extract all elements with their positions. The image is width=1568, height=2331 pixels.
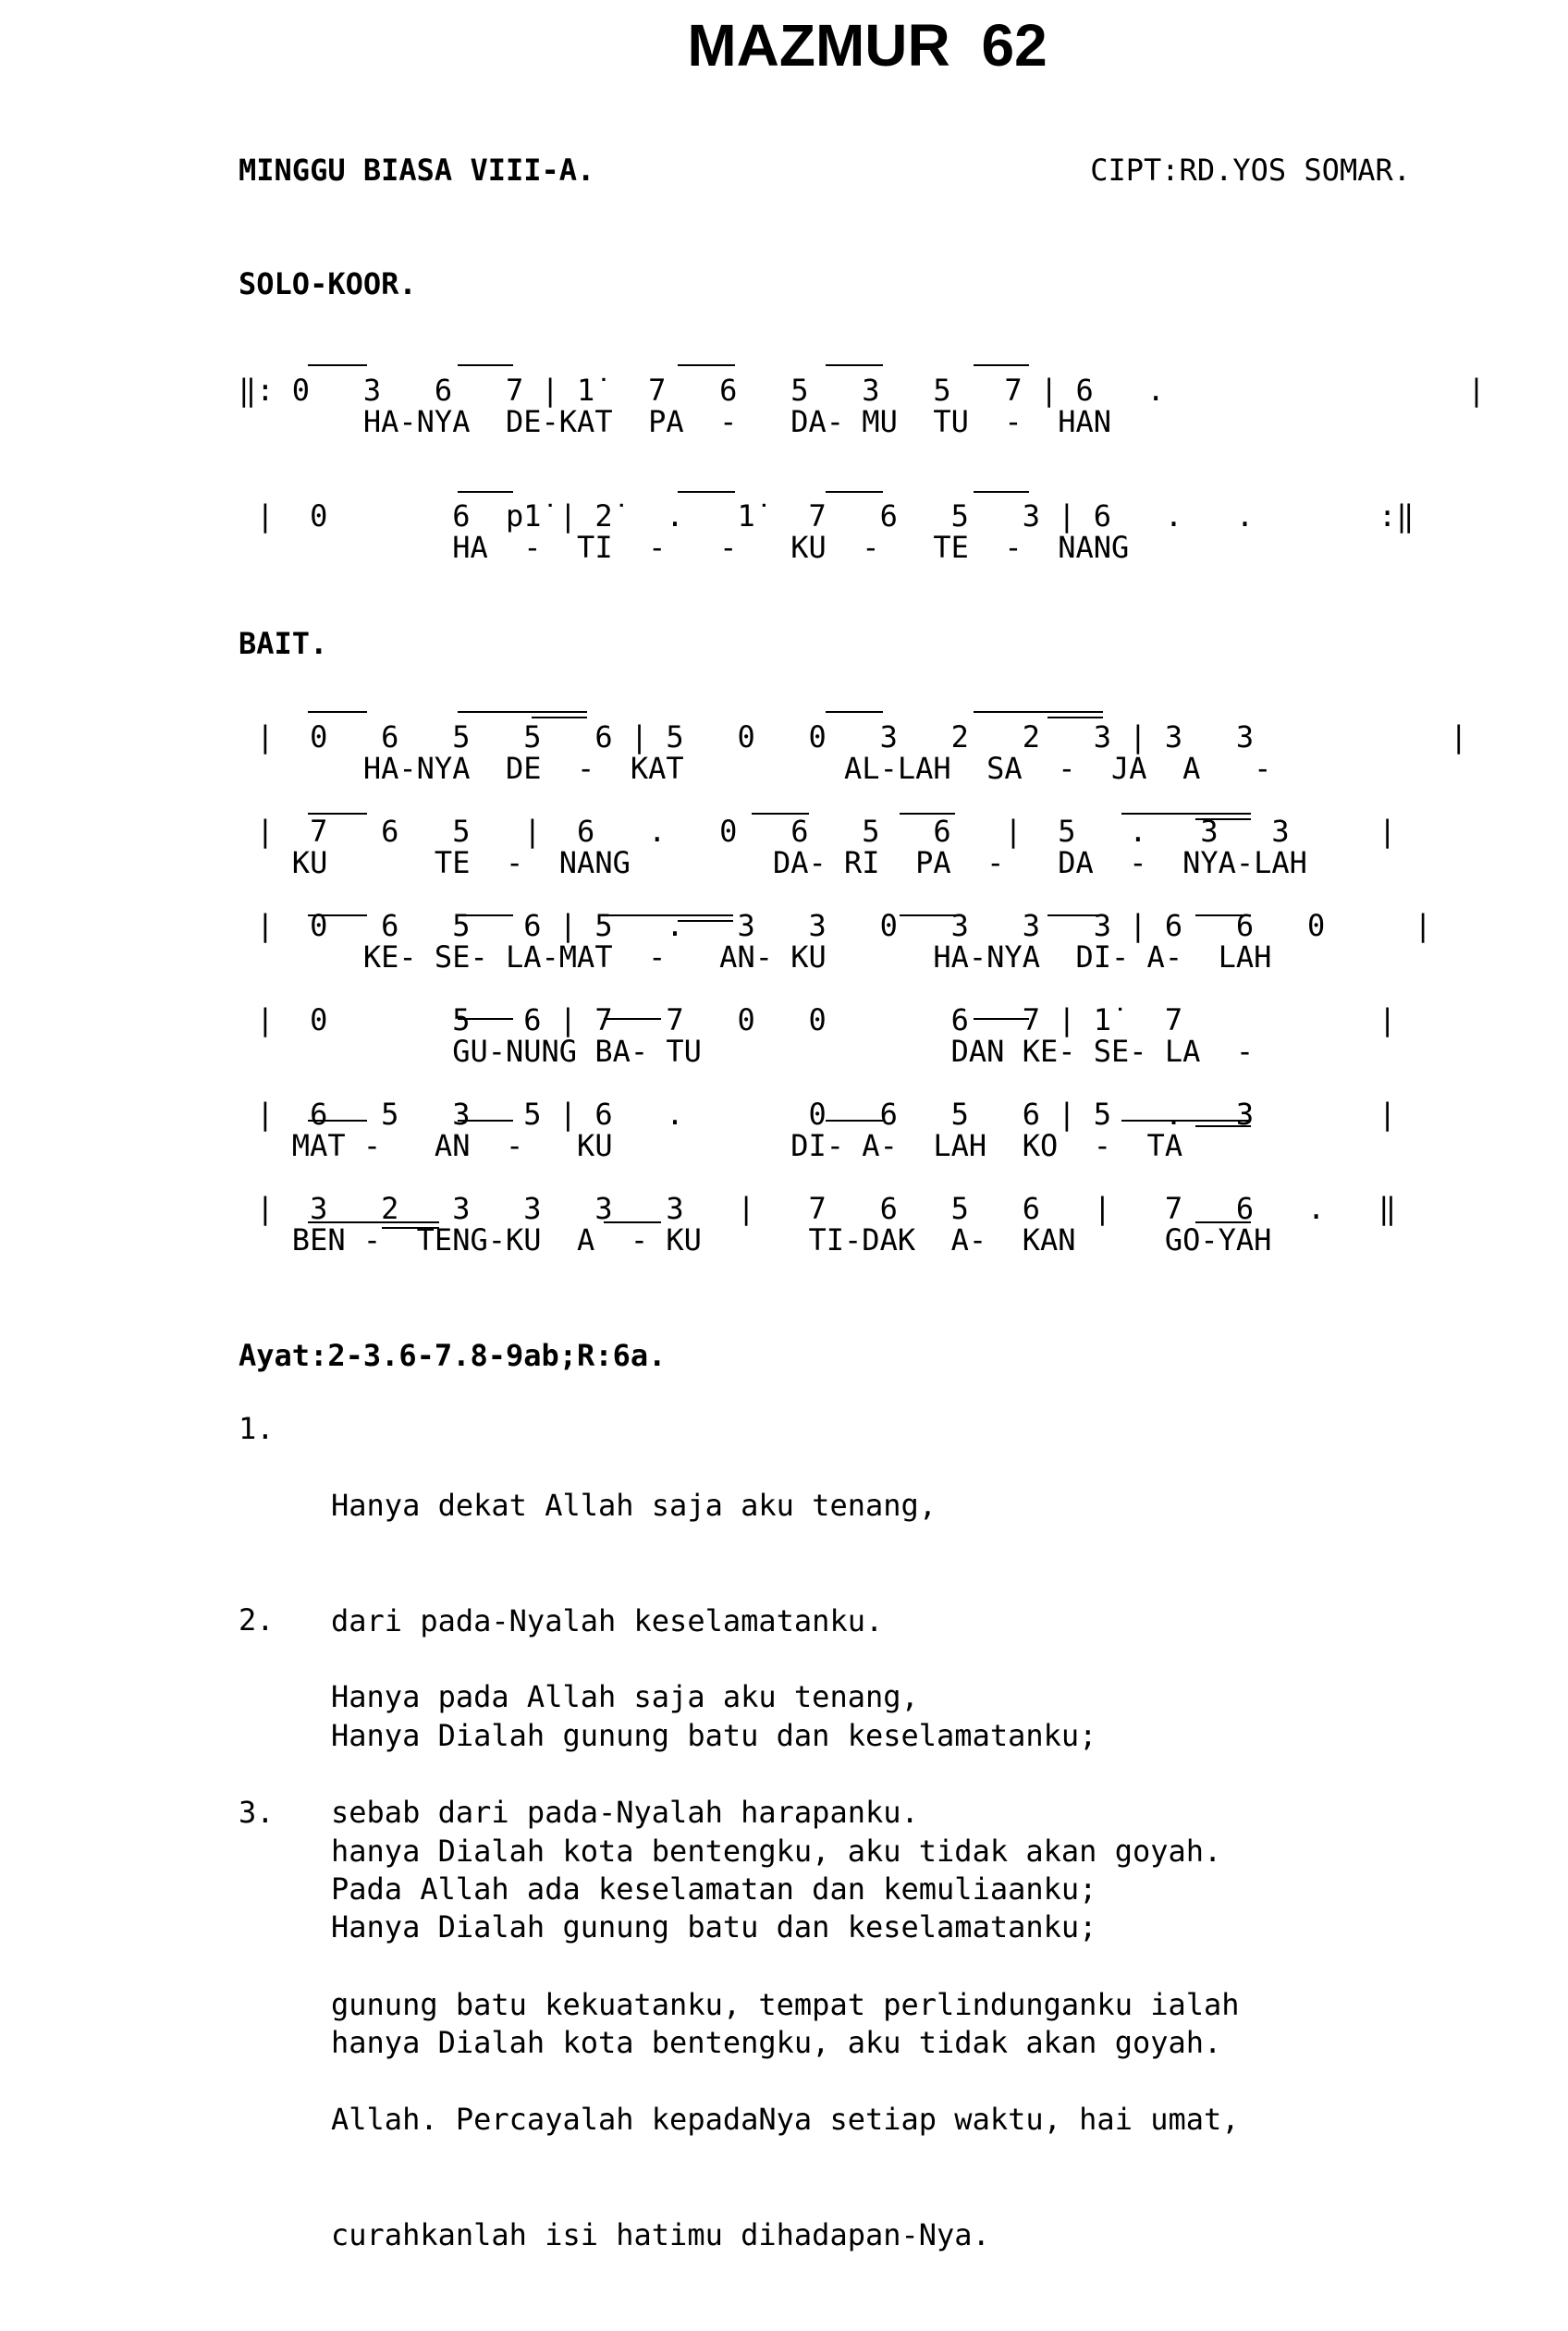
verse-line: Allah. Percayalah kepadaNya setiap waktu, hai umat,	[331, 2102, 1240, 2137]
verse-line: Hanya Dialah gunung batu dan keselamatanku;	[331, 1909, 1097, 1945]
verse-references: Ayat:2-3.6-7.8-9ab;R:6a.	[239, 1338, 667, 1373]
verse-line: Pada Allah ada keselamatan dan kemuliaanku;	[331, 1871, 1097, 1907]
verse-score-line: | 3 2 3 3 3 3 | 7 6 5 6 | 7 6 . ‖	[256, 1191, 1397, 1226]
verse-line: sebab dari pada-Nyalah harapanku.	[331, 1794, 919, 1830]
verse-score-line: GU-NUNG BA- TU DAN KE- SE- LA -	[452, 1034, 1255, 1069]
verse-score-line: | 7 6 5 | 6 . 0 6 5 6 | 5 . 3 3 |	[256, 814, 1397, 849]
refrain-line: | 0 6 p1̇ | 2̇ . 1̇ 7 6 5 3 | 6 . . :‖	[256, 498, 1415, 534]
verse-line: Hanya dekat Allah saja aku tenang,	[331, 1488, 937, 1523]
section-label-bait: BAIT.	[239, 626, 328, 661]
verse-score-line: | 0 6 5 6 | 5 . 3 3 0 3 3 3 | 6 6 0 |	[256, 908, 1432, 943]
verse-number: 2.	[239, 1602, 275, 1638]
verse-score-line: MAT - AN - KU DI- A- LAH KO - TA	[291, 1128, 1183, 1163]
verse-number: 1.	[239, 1411, 275, 1446]
section-label-solo: SOLO-KOOR.	[239, 266, 417, 301]
verse-line: Hanya Dialah gunung batu dan keselamatanku;	[331, 1718, 1097, 1753]
verse-line: hanya Dialah kota bentengku, aku tidak akan goyah.	[331, 2024, 1222, 2060]
verse-score-line: BEN - TENG-KU A - KU TI-DAK A- KAN GO-YAH	[291, 1222, 1272, 1258]
composer-credit: CIPT:RD.YOS SOMAR.	[1090, 153, 1411, 188]
verse-number: 3.	[239, 1795, 275, 1830]
verse-line: hanya Dialah kota bentengku, aku tidak akan goyah.	[331, 1833, 1222, 1869]
liturgical-occasion: MINGGU BIASA VIII-A.	[239, 153, 595, 188]
refrain-line: HA-NYA DE-KAT PA - DA- MU TU - HAN	[362, 404, 1112, 439]
verse-score-line: | 0 6 5 5 6 | 5 0 0 3 2 2 3 | 3 3 |	[256, 719, 1468, 755]
verse-score-line: KU TE - NANG DA- RI PA - DA - NYA-LAH	[291, 845, 1307, 880]
verse-line: Hanya pada Allah saja aku tenang,	[331, 1679, 919, 1714]
verse-score-line: | 6 5 3 5 | 6 . 0 6 5 6 | 5 . 3 |	[256, 1097, 1397, 1132]
verse-line: gunung batu kekuatanku, tempat perlindunganku ialah	[331, 1986, 1240, 2022]
refrain-line: ‖: 0 3 6 7 | 1̇ 7 6 5 3 5 7 | 6 . |	[239, 373, 1486, 408]
page-title: MAZMUR 62	[687, 12, 1047, 79]
verse-score-line: HA-NYA DE - KAT AL-LAH SA - JA A -	[362, 751, 1272, 786]
verse-score-line: KE- SE- LA-MAT - AN- KU HA-NYA DI- A- LAH	[362, 939, 1272, 975]
verse-line: curahkanlah isi hatimu dihadapan-Nya.	[331, 2216, 990, 2252]
verse-line: dari pada-Nyalah keselamatanku.	[331, 1602, 884, 1638]
refrain-line: HA - TI - - KU - TE - NANG	[452, 530, 1130, 565]
verse-score-line: | 0 5 6 | 7 7 0 0 6 7 | 1̇ 7 |	[256, 1002, 1397, 1037]
